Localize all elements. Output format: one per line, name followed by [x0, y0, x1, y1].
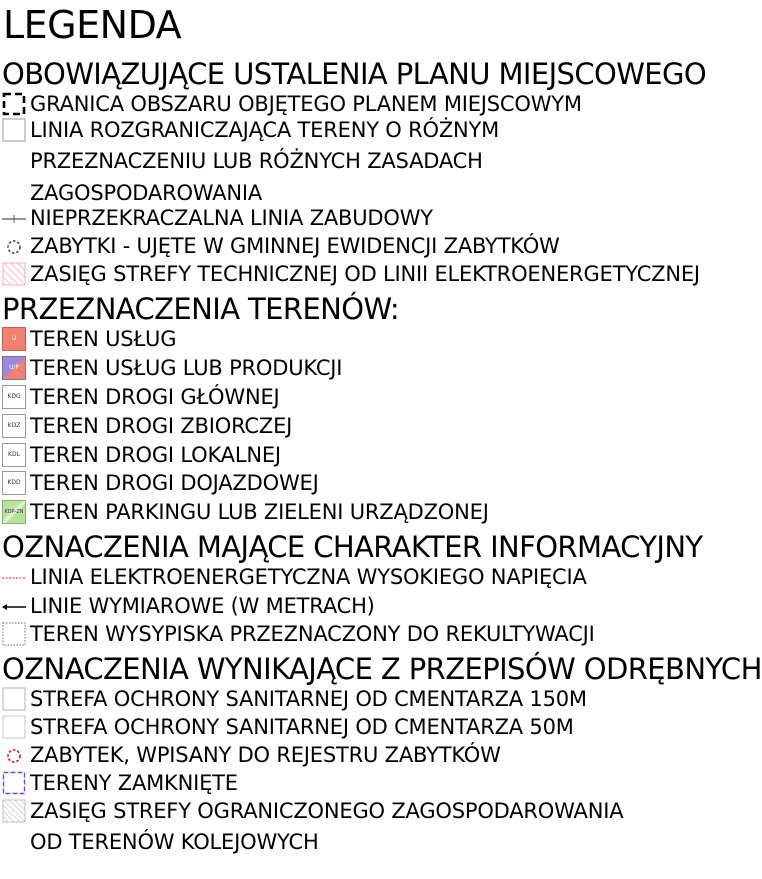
legend-label: ZABYTKI - UJĘTE W GMINNEJ EWIDENCJI ZABYTKÓW — [30, 234, 560, 258]
legend-label: TEREN USŁUG — [30, 327, 177, 351]
legend-item-main-road — [0, 383, 762, 412]
legend-label: LINIE WYMIAROWE (W METRACH) — [30, 594, 375, 618]
dimension-arrow-icon — [2, 594, 26, 618]
legend-label-continued: PRZEZNACZENIU LUB RÓŻNYCH ZASADACH — [30, 149, 483, 173]
legend-label: LINIA ROZGRANICZAJĄCA TERENY O RÓŻNYM — [30, 118, 500, 142]
legend-label: STREFA OCHRONY SANITARNEJ OD CMENTARZA 50M — [30, 715, 574, 739]
legend-label: STREFA OCHRONY SANITARNEJ OD CMENTARZA 150M — [30, 687, 587, 711]
technical-zone-hatch — [2, 262, 26, 286]
legend-item-landfill — [0, 620, 762, 649]
services-swatch: U — [2, 327, 26, 351]
legend-item-access-road — [0, 469, 762, 498]
section-heading-binding: OBOWIĄZUJĄCE USTALENIA PLANU MIEJSCOWEGO — [2, 57, 707, 91]
legend-item-plan-boundary — [0, 90, 762, 119]
section-heading-informative: OZNACZENIA MAJĄCE CHARAKTER INFORMACYJNY — [2, 530, 703, 564]
services-production-swatch: U/P — [2, 356, 26, 380]
dividing-line-symbol — [2, 118, 26, 142]
cemetery-50-symbol — [2, 715, 26, 739]
legend-item-collector-road — [0, 412, 762, 441]
closed-area-symbol — [2, 771, 26, 795]
legend-item-heritage-register — [0, 741, 762, 770]
legend-label: TERENY ZAMKNIĘTE — [30, 771, 238, 795]
main-road-swatch: KDG — [2, 385, 26, 409]
legend-title: LEGENDA — [3, 3, 182, 47]
legend-item-dimension-lines — [0, 592, 762, 621]
legend-item-cemetery-50 — [0, 713, 762, 742]
legend-item-parking-green — [0, 498, 762, 527]
legend-item-closed-areas — [0, 769, 762, 798]
legend-item-cemetery-150 — [0, 685, 762, 714]
legend-item-services — [0, 325, 762, 354]
section-heading-land-use: PRZEZNACZENIA TERENÓW: — [2, 292, 400, 326]
legend-label: TEREN DROGI DOJAZDOWEJ — [30, 471, 319, 495]
cemetery-150-symbol — [2, 687, 26, 711]
parking-green-swatch: KDP-ZN — [2, 500, 26, 524]
legend-item-technical-zone — [0, 260, 762, 289]
legend-label: NIEPRZEKRACZALNA LINIA ZABUDOWY — [30, 206, 433, 230]
legend-label: TEREN WYSYPISKA PRZEZNACZONY DO REKULTYWACJI — [30, 622, 595, 646]
heritage-register-icon — [2, 743, 26, 767]
building-line-symbol — [2, 206, 26, 230]
legend-item-building-line — [0, 204, 762, 233]
collector-road-swatch: KDZ — [2, 414, 26, 438]
plan-boundary-symbol — [2, 92, 26, 116]
legend-item-rail-zone — [0, 797, 762, 826]
legend-label: ZASIĘG STREFY TECHNICZNEJ OD LINII ELEKTROENERGETYCZNEJ — [30, 262, 700, 286]
legend-item-local-road — [0, 441, 762, 470]
legend-label-continued: OD TERENÓW KOLEJOWYCH — [30, 830, 319, 854]
rail-zone-hatch — [2, 799, 26, 823]
legend-label: GRANICA OBSZARU OBJĘTEGO PLANEM MIEJSCOWYM — [30, 92, 582, 116]
heritage-circle-icon — [2, 234, 26, 258]
legend-label: TEREN USŁUG LUB PRODUKCJI — [30, 356, 343, 380]
legend-label: TEREN DROGI GŁÓWNEJ — [30, 385, 280, 409]
legend-item-power-line — [0, 563, 762, 592]
legend-label: TEREN PARKINGU LUB ZIELENI URZĄDZONEJ — [30, 500, 489, 524]
local-road-swatch: KDL — [2, 443, 26, 467]
access-road-swatch: KDD — [2, 471, 26, 495]
power-line-symbol — [2, 565, 26, 589]
legend-label-continued: ZAGOSPODAROWANIA — [30, 181, 263, 205]
legend-label: ZABYTEK, WPISANY DO REJESTRU ZABYTKÓW — [30, 743, 501, 767]
section-heading-separate-regulations: OZNACZENIA WYNIKAJĄCE Z PRZEPISÓW ODRĘBNYCH — [2, 652, 762, 686]
landfill-symbol — [2, 622, 26, 646]
legend-item-dividing-line — [0, 116, 762, 145]
legend-label: TEREN DROGI ZBIORCZEJ — [30, 414, 293, 438]
legend-item-heritage-municipal — [0, 232, 762, 261]
legend-label: ZASIĘG STREFY OGRANICZONEGO ZAGOSPODAROWANIA — [30, 799, 624, 823]
legend-item-services-production — [0, 354, 762, 383]
legend-label: TEREN DROGI LOKALNEJ — [30, 443, 281, 467]
legend-label: LINIA ELEKTROENERGETYCZNA WYSOKIEGO NAPIĘCIA — [30, 565, 587, 589]
